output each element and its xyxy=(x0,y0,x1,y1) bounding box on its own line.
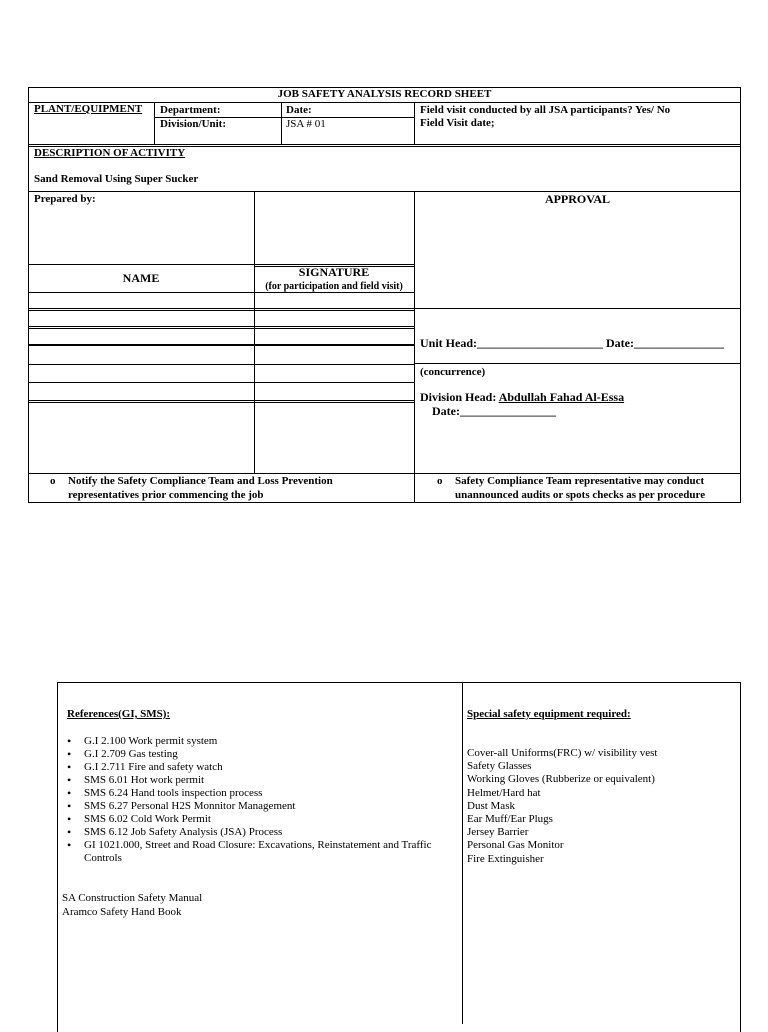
note-left-line-1: Notify the Safety Compliance Team and Loss Prevention xyxy=(68,475,333,487)
note-right-line-2: unannounced audits or spots checks as per procedure xyxy=(455,489,706,501)
divider xyxy=(28,191,741,192)
description-heading: DESCRIPTION OF ACTIVITY xyxy=(34,147,186,159)
name-column-header: NAME xyxy=(122,271,160,285)
division-unit-field[interactable]: Division/Unit: xyxy=(160,118,227,130)
list-item: • SMS 6.01 Hot work permit xyxy=(62,774,458,787)
prepared-by-label: Prepared by: xyxy=(34,193,96,205)
divider xyxy=(154,102,155,144)
list-item: Ear Muff/Ear Plugs xyxy=(467,813,553,826)
list-item: Safety Glasses xyxy=(467,760,532,773)
division-head-name: Abdullah Fahad Al-Essa xyxy=(498,390,625,404)
division-date-line[interactable]: Date:________________ xyxy=(432,404,556,418)
divider xyxy=(28,310,414,311)
divider xyxy=(28,402,414,403)
divider xyxy=(254,191,255,473)
activity-description: Sand Removal Using Super Sucker xyxy=(34,173,199,185)
date-field[interactable]: Date: xyxy=(286,104,312,116)
equipment-heading: Special safety equipment required: xyxy=(467,708,631,720)
list-item: • G.I 2.100 Work permit system xyxy=(62,735,458,748)
signature-subheader: (for participation and field visit) xyxy=(265,281,403,292)
sheet-title: JOB SAFETY ANALYSIS RECORD SHEET xyxy=(277,88,492,100)
divider xyxy=(414,191,415,503)
division-head-label: Division Head: xyxy=(420,390,497,404)
list-item: • SMS 6.12 Job Safety Analysis (JSA) Process xyxy=(62,826,458,839)
divider xyxy=(28,473,741,474)
note-right-bullet: o xyxy=(437,475,443,487)
list-item: • GI 1021.000, Street and Road Closure: Excavations, Reinstatement and Traffic Controls xyxy=(62,839,458,865)
field-visit-date[interactable]: Field Visit date; xyxy=(420,117,495,129)
list-item: Personal Gas Monitor xyxy=(467,839,564,852)
divider xyxy=(28,144,741,145)
references-heading: References(GI, SMS): xyxy=(67,708,171,720)
divider xyxy=(28,364,414,365)
jsa-number: JSA # 01 xyxy=(286,118,326,130)
list-item: Fire Extinguisher xyxy=(467,852,544,865)
divider xyxy=(414,102,415,144)
list-item: Working Gloves (Rubberize or equivalent) xyxy=(467,773,655,786)
divider xyxy=(28,292,414,293)
signature-column-header: SIGNATURE xyxy=(298,265,370,279)
divider xyxy=(281,102,282,144)
divider xyxy=(28,326,414,327)
divider xyxy=(28,328,414,329)
list-item: • G.I 2.709 Gas testing xyxy=(62,748,458,761)
field-visit-question: Field visit conducted by all JSA participants? Yes/ No xyxy=(420,104,671,116)
divider xyxy=(462,682,463,1024)
references-list xyxy=(62,735,458,865)
note-left-line-2: representatives prior commencing the job xyxy=(68,489,264,501)
list-item: • SMS 6.02 Cold Work Permit xyxy=(62,813,458,826)
list-item: • G.I 2.711 Fire and safety watch xyxy=(62,761,458,774)
divider xyxy=(28,308,414,309)
list-item: Jersey Barrier xyxy=(467,826,529,839)
divider xyxy=(28,382,414,383)
list-item: • SMS 6.24 Hand tools inspection process xyxy=(62,787,458,800)
plant-equipment-label: PLANT/EQUIPMENT xyxy=(34,103,143,115)
list-item: Dust Mask xyxy=(467,799,515,812)
note-right-line-1: Safety Compliance Team representative may conduct xyxy=(455,475,705,487)
divider xyxy=(414,363,741,364)
approval-heading: APPROVAL xyxy=(544,192,611,206)
unit-head-line[interactable]: Unit Head:_____________________ Date:_______________ xyxy=(420,336,724,350)
equipment-list xyxy=(467,747,737,866)
divider xyxy=(414,308,741,309)
list-item: Cover-all Uniforms(FRC) w/ visibility vest xyxy=(467,747,658,759)
divider xyxy=(28,400,414,401)
note-left-bullet: o xyxy=(50,475,56,487)
department-field[interactable]: Department: xyxy=(160,104,221,116)
list-item: • SMS 6.27 Personal H2S Monnitor Management xyxy=(62,800,458,813)
division-head-line xyxy=(420,391,624,404)
list-item: Helmet/Hard hat xyxy=(467,786,541,799)
safety-handbook: Aramco Safety Hand Book xyxy=(62,906,182,918)
divider xyxy=(28,344,414,346)
concurrence-label: (concurrence) xyxy=(420,366,486,378)
construction-manual: SA Construction Safety Manual xyxy=(62,892,203,904)
